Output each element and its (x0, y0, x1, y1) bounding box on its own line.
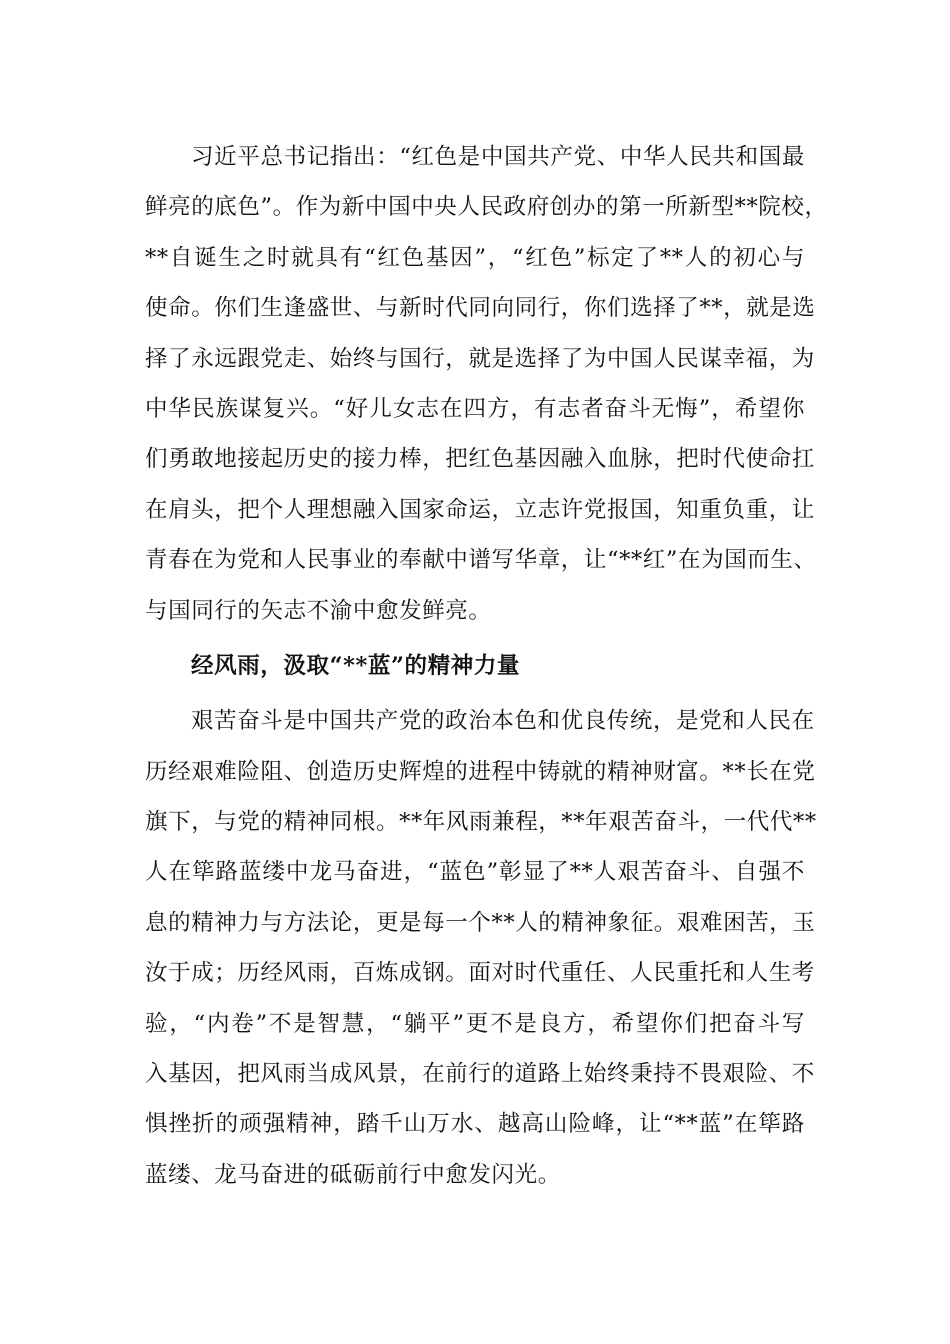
paragraph-blue (145, 696, 817, 1200)
text-line: 鲜亮的底色”。作为新中国中央人民政府创办的第一所新型**院校， (145, 194, 828, 221)
text-line: 使命。你们生逢盛世、与新时代同向同行，你们选择了**，就是选 (145, 295, 816, 322)
text-line: **自诞生之时就具有“红色基因”，“红色”标定了**人的初心与 (145, 244, 805, 271)
text-line: 择了永远跟党走、始终与国行，就是选择了为中国人民谋幸福，为 (145, 345, 815, 372)
text-line: 艰苦奋斗是中国共产党的政治本色和优良传统，是党和人民在 (191, 708, 815, 735)
text-line: 历经艰难险阻、创造历史辉煌的进程中铸就的精神财富。**长在党 (145, 758, 816, 785)
paragraph-red (145, 132, 828, 636)
text-line: 在肩头，把个人理想融入国家命运，立志许党报国，知重负重，让 (145, 496, 815, 523)
section-heading: 经风雨，汲取“**蓝”的精神力量 (191, 652, 521, 679)
text-line: 验，“内卷”不是智慧，“躺平”更不是良方，希望你们把奋斗写 (145, 1010, 805, 1037)
text-line: 中华民族谋复兴。“好儿女志在四方，有志者奋斗无悔”，希望你 (145, 395, 805, 422)
text-line: 习近平总书记指出：“红色是中国共产党、中华人民共和国最 (191, 144, 805, 170)
text-line: 旗下，与党的精神同根。**年风雨兼程，**年艰苦奋斗，一代代** (145, 809, 817, 836)
text-line: 息的精神力与方法论，更是每一个**人的精神象征。艰难困苦，玉 (145, 909, 816, 936)
text-line: 青春在为党和人民事业的奉献中谱写华章，让“**红”在为国而生、 (145, 547, 817, 574)
text-line: 们勇敢地接起历史的接力棒，把红色基因融入血脉，把时代使命扛 (145, 446, 815, 473)
text-line: 人在筚路蓝缕中龙马奋进，“蓝色”彰显了**人艰苦奋斗、自强不 (145, 859, 805, 886)
document-body (145, 132, 828, 1200)
text-line: 汝于成；历经风雨，百炼成钢。面对时代重任、人民重托和人生考 (145, 960, 815, 987)
text-line: 蓝缕、龙马奋进的砥砺前行中愈发闪光。 (145, 1161, 561, 1188)
text-line: 与国同行的矢志不渝中愈发鲜亮。 (145, 597, 492, 624)
text-line: 入基因，把风雨当成风景，在前行的道路上始终秉持不畏艰险、不 (145, 1061, 815, 1088)
text-line: 惧挫折的顽强精神，踏千山万水、越高山险峰，让“**蓝”在筚路 (145, 1111, 805, 1138)
